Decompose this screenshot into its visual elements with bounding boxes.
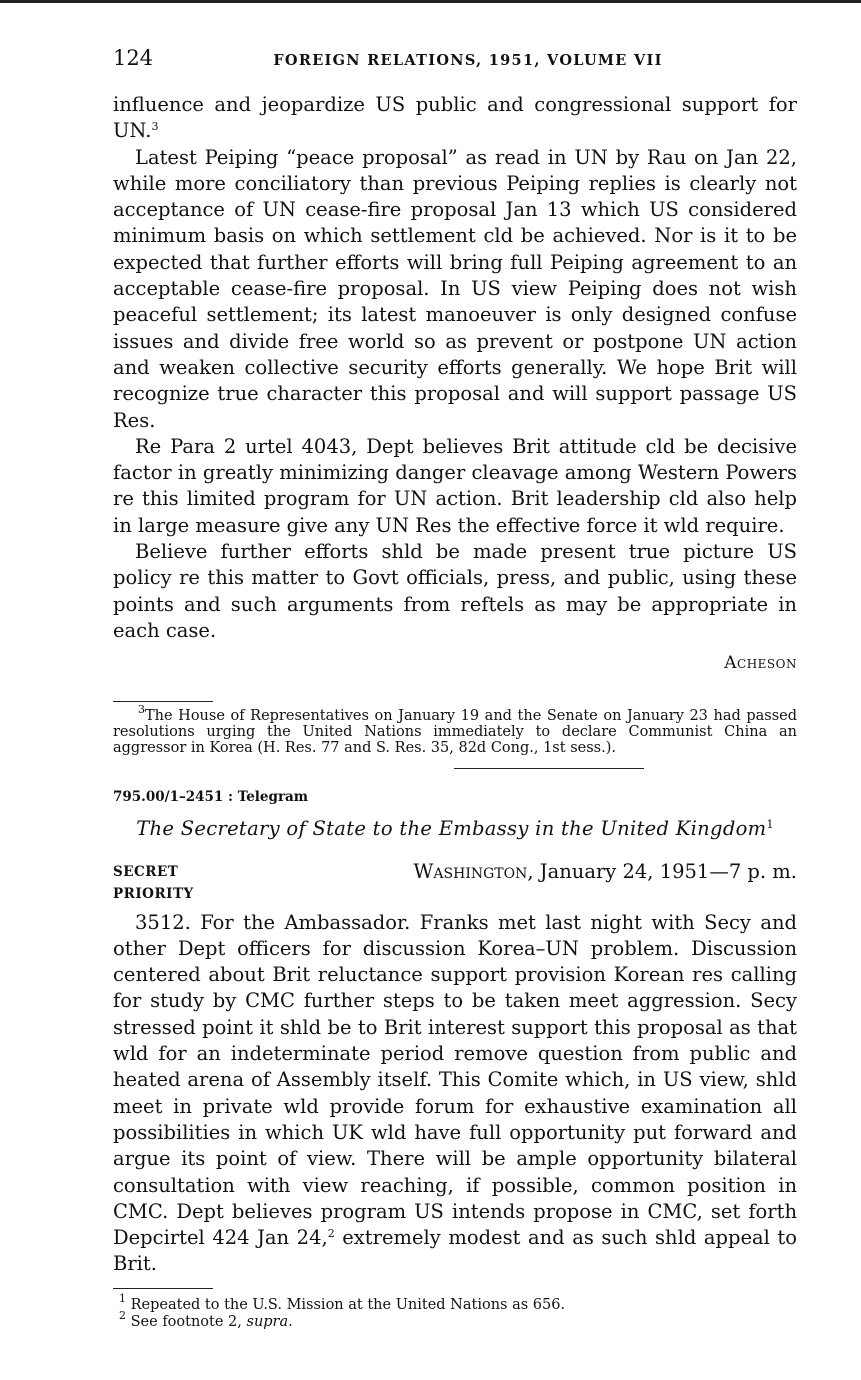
page-number: 124 — [113, 46, 154, 70]
paragraph-re-para-2: Re Para 2 urtel 4043, Dept believes Brit attitude cld be decisive factor in greatly minimizing danger cleavage among Western Powers re this limited program for UN action. Brit leadership cld also help in large measure give any UN Res the effective force it wld require. — [113, 434, 797, 537]
priority-label: PRIORITY — [113, 885, 194, 902]
paragraph-believe-further: Believe further efforts shld be made present true picture US policy re this matter to Govt officials, press, and public, using these points and such arguments from reftels as may be appropriate in each case. — [113, 540, 797, 642]
footnote-1-text: Repeated to the U.S. Mission at the United Nations as 656. — [130, 1296, 566, 1313]
classification-label: SECRET — [113, 863, 179, 880]
dateline-date: , January 24, 1951—7 p. m. — [527, 859, 797, 883]
telegram-body-text-2: extremely modest and as such shld appeal to Brit. — [113, 1226, 798, 1276]
running-title: FOREIGN RELATIONS, 1951, VOLUME VII — [273, 52, 663, 69]
signature-acheson: Acheson — [724, 653, 797, 674]
footnote-2-supra: supra. — [246, 1313, 293, 1330]
page-header — [113, 40, 797, 92]
dateline — [413, 860, 797, 883]
document-id: 795.00/1–2451 : Telegram — [113, 788, 309, 805]
top-section — [113, 92, 797, 677]
footnote-3 — [113, 702, 797, 756]
footnote-1 — [119, 1291, 797, 1314]
dateline-place: Washington — [413, 859, 528, 883]
footnote-2-text: See footnote 2, — [130, 1313, 247, 1330]
footnote-3-text: The House of Representatives on January 19 and the Senate on January 23 had passed resolutions urging the United Nations immediately to declare Communist China an aggressor in Korea (H. Res. 77 and S. Res. 35, 82d Cong., 1st sess.). — [113, 707, 797, 756]
document-title — [113, 817, 797, 840]
section-separator — [454, 768, 644, 769]
footnote-2 — [119, 1308, 797, 1331]
footnote-rule — [113, 701, 213, 702]
footnote-ref-2: 2 — [327, 1227, 335, 1241]
continued-paragraph-text: influence and jeopardize US public and congressional support for UN. — [113, 93, 797, 143]
telegram-body-text-1: 3512. For the Ambassador. Franks met last night with Secy and other Dept officers for discussion Korea–UN problem. Discussion centered about Brit reluctance support provision Korean res calling for study by CMC further steps to be taken meet aggression. Secy stressed point it shld be to Brit interest support this proposal as that wld for an indeterminate period remove question from public and heated arena of Assembly itself. This Comite which, in US view, shld meet in private wld provide forum for exhaustive examination all possibilities in which UK wld have full opportunity put forward and argue its point of view. There will be ample opportunity bilateral consultation with view reaching, if possible, common position in CMC. Dept believes program US intends propose in CMC, set forth Depcirtel 424 Jan 24, — [113, 910, 797, 1250]
telegram-paragraph — [113, 910, 797, 1278]
footnote-rule-2 — [113, 1288, 213, 1289]
footnote-ref-3: 3 — [151, 120, 159, 134]
document-title-text: The Secretary of State to the Embassy in the United Kingdom — [136, 816, 767, 840]
telegram-body — [113, 910, 797, 1278]
footnote-ref-1: 1 — [766, 817, 774, 831]
telegram-meta — [113, 860, 797, 886]
footnote-1-mark: 1 — [119, 1291, 126, 1305]
continued-paragraph — [113, 92, 797, 145]
document-page — [113, 40, 797, 1331]
footnote-3-mark: 3 — [138, 702, 145, 716]
page-top-border — [0, 0, 861, 3]
paragraph-peiping-proposal: Latest Peiping “peace proposal” as read in UN by Rau on Jan 22, while more conciliatory than previous Peiping replies is clearly not acceptance of UN cease-fire proposal Jan 13 which US considered minimum basis on which settlement cld be achieved. Nor is it to be expected that further efforts will bring full Peiping agreement to an acceptable cease-fire proposal. In US view Peiping does not wish peaceful settlement; its latest manoeuver is only designed confuse issues and divide free world so as prevent or postpone UN action and weaken collective security efforts generally. We hope Brit will recognize true character this proposal and will support passage US Res. — [113, 145, 797, 432]
footnote-2-mark: 2 — [119, 1308, 126, 1322]
